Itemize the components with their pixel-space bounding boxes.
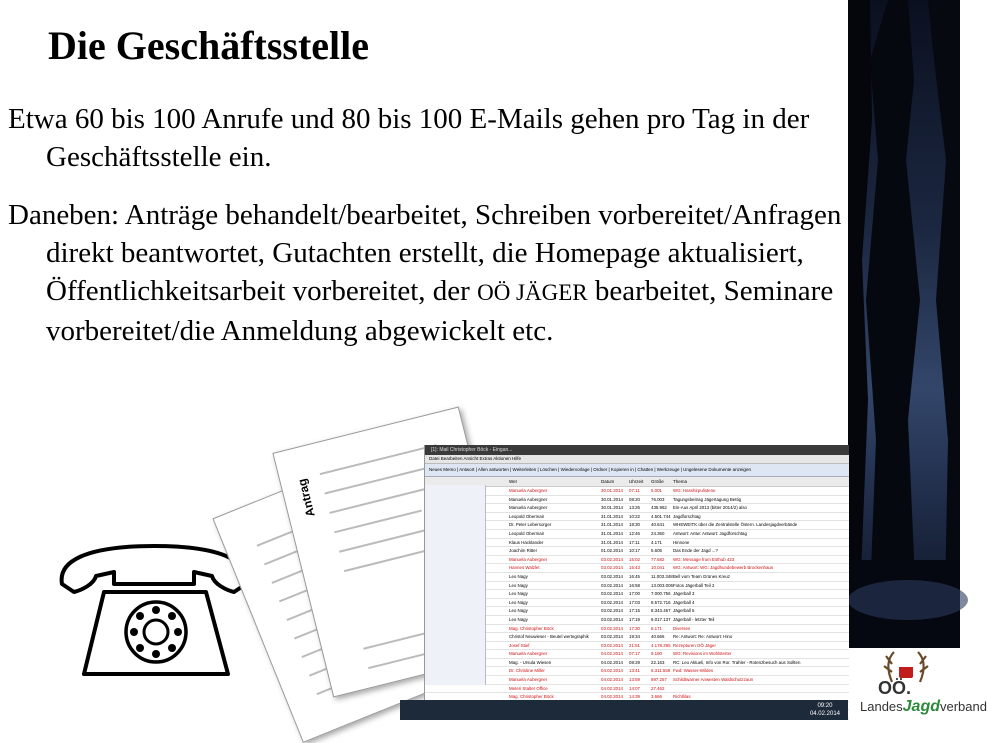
mail-menu-bar: Datei Bearbeiten Ansicht Extras Aktionen Hilfe [425, 455, 849, 464]
mail-size: 40.641 [651, 522, 665, 528]
mail-time: 12:46 [629, 530, 640, 536]
mail-date: 31.01.2014 [601, 530, 623, 536]
mail-time: 08:29 [629, 659, 640, 665]
slide-title: Die Geschäftsstelle [48, 23, 370, 68]
mail-size: 897.257 [651, 677, 667, 683]
mail-subject: Jägerball - letzter Teil [673, 616, 715, 622]
mail-from: Mag. Christopher Böck [509, 694, 554, 700]
mail-size: 8.171 [651, 625, 662, 631]
mail-size: 435.962 [651, 505, 667, 511]
mail-date: 03.02.2014 [601, 556, 623, 562]
mail-time: 17:19 [629, 616, 640, 622]
mail-subject: Rezepturen OÖ Jäger [673, 642, 716, 648]
mail-row[interactable] [425, 504, 849, 513]
mail-row[interactable] [425, 564, 849, 573]
logo-name-a: Landes [860, 699, 903, 714]
mail-date: 03.02.2014 [601, 591, 623, 597]
mail-subject: Jägerball 3 [673, 591, 695, 597]
mail-size: 27.462 [651, 685, 665, 691]
mail-subject: Antwort: Antw: Antwort: Jagdforschtag [673, 530, 747, 536]
mail-size: 8.572.716 [651, 599, 671, 605]
mail-from: Leo Nagy [509, 599, 528, 605]
mail-column-header [425, 477, 849, 487]
mail-time: 17:11 [629, 539, 640, 545]
mail-from: Leo Nagy [509, 616, 528, 622]
column-time: Uhrzeit [629, 479, 644, 484]
mail-date: 03.02.2014 [601, 608, 623, 614]
mail-subject: WHEWEITK über die Zentralstelle Östern. Landesjagdverbände [673, 522, 798, 528]
mail-time: 07:17 [629, 651, 640, 657]
mail-row[interactable] [425, 650, 849, 659]
mail-subject: Jagdforschtag [673, 513, 701, 519]
mail-row[interactable] [425, 547, 849, 556]
mail-from: Joachim Ritter [509, 548, 538, 554]
mail-date: 03.02.2014 [601, 625, 623, 631]
mail-from: Manuela Aubergner [509, 505, 548, 511]
mail-row[interactable] [425, 582, 849, 591]
mail-from: Leo Nagy [509, 608, 528, 614]
mail-size: 24.360 [651, 530, 665, 536]
mail-time: 13:41 [629, 668, 640, 674]
mail-date: 04.02.2014 [601, 677, 623, 683]
mail-subject: Re: Antwort: Re: Antwort: Hino [673, 634, 733, 640]
mail-subject: Fotos Jägerball Teil 2 [673, 582, 715, 588]
mail-row[interactable] [425, 607, 849, 616]
mail-from: Manuela Aubergner [509, 556, 548, 562]
mail-date: 03.02.2014 [601, 616, 623, 622]
mail-date: 03.02.2014 [601, 565, 623, 571]
mail-subject: Tagungsbeitrag Jägertagung Bettig [673, 496, 742, 502]
mail-subject: WG: Revisions im Wohlsterter [673, 651, 732, 657]
mail-date: 04.02.2014 [601, 651, 623, 657]
logo-name [860, 698, 987, 716]
mail-row[interactable] [425, 556, 849, 565]
mail-row[interactable] [425, 667, 849, 676]
mail-date: 30.01.2014 [601, 488, 623, 493]
clock-time: 09:20 [817, 703, 833, 709]
mail-subject: Richtlilas [673, 694, 691, 700]
mail-time: 18:30 [629, 522, 640, 528]
mail-subject: Diverses [673, 625, 691, 631]
mail-size: 6.017.137 [651, 616, 671, 622]
mail-size: 40.666 [651, 634, 665, 640]
mail-time: 14:39 [629, 694, 640, 700]
mail-from: Manuela Aubergner [509, 488, 548, 493]
mail-time: 16:45 [629, 573, 640, 579]
mail-time: 13:59 [629, 677, 640, 683]
mail-subject: RC: Leo Aktueli, Info von Ror. Trahler - Rotenzbesuch aus Sollten [673, 659, 801, 665]
mail-row[interactable] [425, 573, 849, 582]
mail-row[interactable] [425, 496, 849, 505]
mail-size: 76.003 [651, 496, 665, 502]
mail-date: 30.01.2014 [601, 496, 623, 502]
mail-window-title: [1]: Mail Christopher Böck - Eingan... [425, 445, 849, 455]
mail-subject: Jägerball 5 [673, 608, 695, 614]
mail-time: 17:15 [629, 608, 640, 614]
mail-size: 5.001 [651, 488, 662, 493]
mail-from: Leo Nagy [509, 582, 528, 588]
paragraph-tasks [8, 196, 876, 350]
mail-from: Mag. Christopher Böck [509, 625, 554, 631]
mail-time: 16:58 [629, 582, 640, 588]
mail-from: Manuela Aubergner [509, 677, 548, 683]
logo-name-c: verband [940, 699, 987, 714]
forest-night-image [848, 0, 960, 648]
mail-time: 10:17 [629, 548, 640, 554]
mail-subject: Hinnone [673, 539, 690, 545]
mail-size: 11.003.348 [651, 573, 673, 579]
mail-from: Klaus Hacklander [509, 539, 544, 545]
mail-date: 04.02.2014 [601, 685, 623, 691]
mail-size: 77.582 [651, 556, 665, 562]
form-title: Antrag [294, 477, 318, 519]
mail-subject: Das Ende der Jagd ...? [673, 548, 718, 554]
mail-date: 03.02.2014 [601, 599, 623, 605]
mail-from: Mag. - Ursula Wiesen [509, 659, 552, 665]
mail-time: 19:34 [629, 634, 640, 640]
column-size: Größe [651, 479, 664, 484]
mail-from: Leo Nagy [509, 573, 528, 579]
mail-row[interactable] [425, 642, 849, 651]
mail-from: Leopold Obermair [509, 513, 545, 519]
mail-time: 17:03 [629, 599, 640, 605]
taskbar [400, 700, 848, 720]
mail-from: Meteri Stalter Office [509, 685, 548, 691]
mail-date: 04.02.2014 [601, 659, 623, 665]
column-from: Wer [509, 479, 518, 484]
tasks-text-a: Daneben: Anträge behandelt/bearbeitet, Schreiben vorbereitet/Anfragen direkt beantwortet, Gutachten erstellt, die Homepage aktualisiert, Öffentlichkeitsarbeit vorbereitet, der [8, 199, 842, 307]
paragraph-calls: Etwa 60 bis 100 Anrufe und 80 bis 100 E-Mails gehen pro Tag in der Geschäftsstelle ein. [8, 103, 810, 173]
mail-row[interactable] [425, 685, 849, 694]
logo-name-b: Jagd [902, 698, 940, 715]
mail-toolbar: Neues Memo | Antwort | Allen antworten | Weiterleiten | Löschen | Wiedervorlage | Ordner | Kopieren in | Chatten | Werkzeuge | Ungelesene Dokumente anzeigen [425, 464, 849, 477]
mail-row[interactable] [425, 530, 849, 539]
mail-subject: Jägerball 4 [673, 599, 695, 605]
mail-date: 31.01.2014 [601, 513, 623, 519]
mail-size: 22.163 [651, 659, 665, 665]
mail-subject: Schildtwarner Anwesten Waldschutzzaun [673, 677, 754, 683]
mail-subject: Fwd: Wasser-Wildes [673, 668, 714, 674]
mail-from: Christof Neuwieser - Beutel wertegraphik [509, 634, 589, 640]
mail-size: 4.501.744 [651, 513, 671, 519]
mail-from: Leo Nagy [509, 591, 528, 597]
column-subject: Thema [673, 479, 688, 484]
mail-time: 10:22 [629, 513, 640, 519]
mail-size: 4.178.295 [651, 642, 671, 648]
column-date: Datum [601, 479, 615, 484]
mail-row[interactable] [425, 539, 849, 548]
mail-date: 30.01.2014 [601, 505, 623, 511]
mail-size: 9.180 [651, 651, 662, 657]
mail-row[interactable] [425, 521, 849, 530]
mail-subject: WG: Antwort: WG: Jagdhundebewerb Brockenhaus [673, 565, 774, 571]
mail-row[interactable] [425, 659, 849, 668]
mail-row[interactable] [425, 513, 849, 522]
ljv-logo [848, 648, 987, 720]
mail-list [425, 487, 849, 719]
mail-date: 03.02.2014 [601, 582, 623, 588]
mail-subject: Bell vom Team Grünes Kreuz [673, 573, 731, 579]
mail-from: Josef Stief [509, 642, 530, 648]
mail-row[interactable] [425, 676, 849, 685]
mail-row[interactable] [425, 616, 849, 625]
mail-size: 10.041 [651, 565, 665, 571]
mail-size: 7.000.756 [651, 591, 671, 597]
tasks-text-b: bearbeitet, Seminare vorbereitet/die Anmeldung abgewickelt etc. [46, 275, 834, 347]
mail-date: 04.02.2014 [601, 694, 623, 700]
mail-row[interactable] [425, 590, 849, 599]
logo-region: OÖ. [878, 678, 912, 698]
mail-size: 4.171 [651, 539, 662, 545]
mail-time: 17:30 [629, 625, 640, 631]
mail-date: 03.02.2014 [601, 573, 623, 579]
mail-time: 07:11 [629, 488, 640, 493]
mail-time: 14:07 [629, 685, 640, 691]
mail-time: 08:20 [629, 496, 640, 502]
mail-row[interactable] [425, 625, 849, 634]
mail-time: 15:43 [629, 565, 640, 571]
mail-time: 15:02 [629, 556, 640, 562]
mail-date: 04.02.2014 [601, 668, 623, 674]
mail-date: 01.02.2014 [601, 548, 623, 554]
mail-time: 17:00 [629, 591, 640, 597]
mail-from: Leopold Obermair [509, 530, 545, 536]
mail-subject: Ein-Aus April 2013 (bitter 2014/2) also [673, 505, 747, 511]
mail-from: Dr. Peter Lebersorger [509, 522, 552, 528]
mail-time: 13:26 [629, 505, 640, 511]
taskbar-clock [810, 702, 840, 718]
mail-from: Dr. Christine Miller [509, 668, 545, 674]
mail-client-screenshot [424, 445, 849, 720]
mail-date: 31.01.2014 [601, 522, 623, 528]
mail-from: Hannes Walzlet [509, 565, 540, 571]
mail-date: 03.02.2014 [601, 634, 623, 640]
mail-size: 6.311.559 [651, 668, 671, 674]
mail-size: 13.003.006 [651, 582, 673, 588]
mail-size: 8.343.467 [651, 608, 671, 614]
mail-subject: WG: Hasshirpulistene [673, 488, 716, 493]
mail-size: 3.666 [651, 694, 662, 700]
mail-folder-pane [425, 485, 486, 685]
mail-subject: WG: Message from Esthub 423 [673, 556, 735, 562]
mail-row[interactable] [425, 487, 849, 496]
mail-from: Manuela Aubergner [509, 496, 548, 502]
mail-date: 31.01.2014 [601, 539, 623, 545]
mail-size: 5.605 [651, 548, 662, 554]
clock-date: 04.02.2014 [809, 711, 840, 717]
mail-time: 21:51 [629, 642, 640, 648]
mail-row[interactable] [425, 633, 849, 642]
magazine-name: OÖ JÄGER [477, 280, 588, 305]
mail-row[interactable] [425, 599, 849, 608]
mail-date: 03.02.2014 [601, 642, 623, 648]
mail-from: Manuela Aubergner [509, 651, 548, 657]
